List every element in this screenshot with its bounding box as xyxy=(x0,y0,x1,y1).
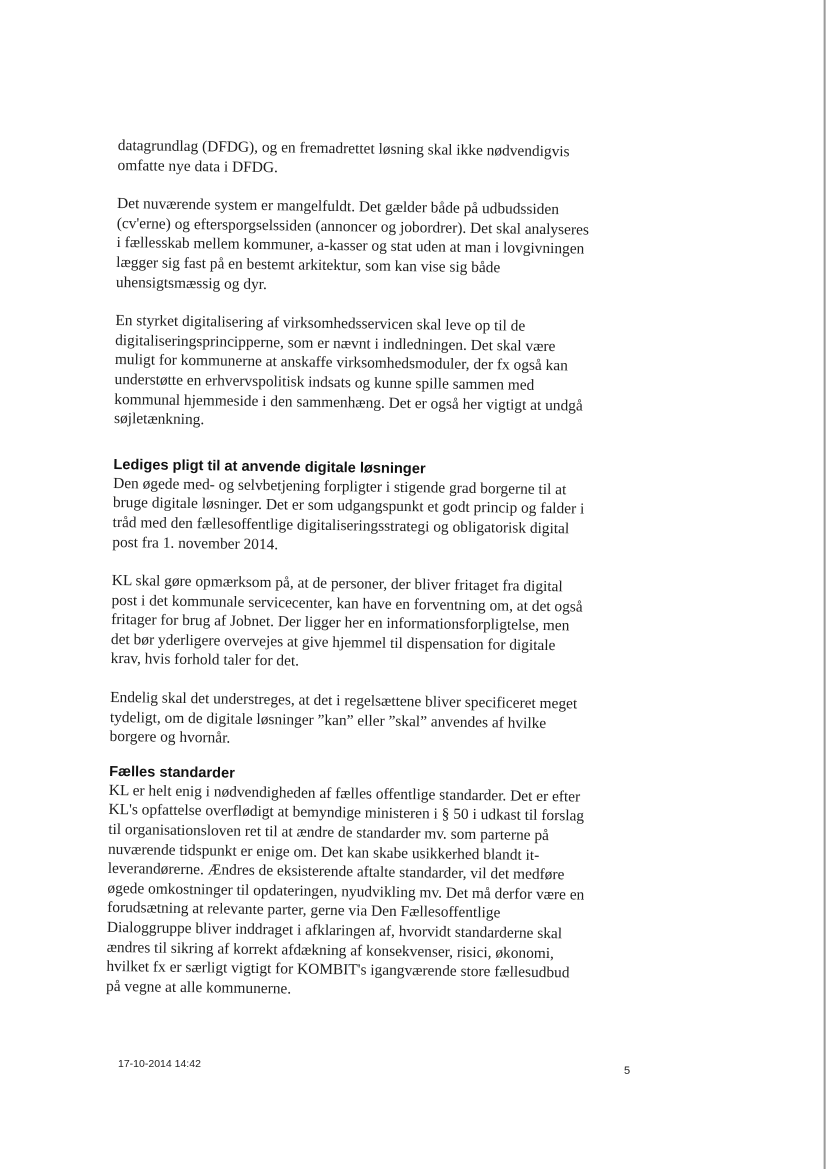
paragraph-digitalisation: En styrket digitalisering af virksomhedsservicen skal leve op til de digitaliseringsprincipperne, som er nævnt i indledningen. Det skal være muligt for kommunerne at anskaffe virksomhedsmoduler, der fx også kan understøtte en erhvervspolitisk indsats og kunne spille sammen med kommunal hjemmeside i den sammenhæng. Det er også her vigtigt at undgå søjletænkning. xyxy=(113,312,583,429)
footer-timestamp: 17-10-2014 14:42 xyxy=(118,1058,201,1070)
paragraph-current-system: Det nuværende system er mangelfuldt. Det gælder både på udbudssiden (cv'erne) og eftersporgselssiden (annoncer og jobordrer). Det skal analyseres i fællesskab mellem kommuner, a-kasser og stat uden at man i lovgivningen lægger sig fast på en bestemt arkitektur, som kan vise sig både uhensigtsmæssig og dyr. xyxy=(115,195,590,293)
section-heading-digital-duty: Lediges pligt til at anvende digitale løsninger xyxy=(113,456,426,478)
section-heading-standards: Fælles standarder xyxy=(109,763,235,782)
paragraph-self-service: Den øgede med- og selvbetjening forpligter i stigende grad borgerne til at bruge digitale løsninger. Det er som udgangspunkt et godt princip og falder i tråd med den fællesoffentlige digitaliseringsstrategi og obligatorisk digital post fra 1. november 2014. xyxy=(112,474,585,553)
paragraph-dfdg: datagrundlag (DFDG), og en fremadrettet løsning skal ikke nødvendigvis omfatte nye data i DFDG. xyxy=(117,136,570,176)
paragraph-rules: Endelig skal det understreges, at det i regelsættene bliver specificeret meget tydeligt, om de digitale løsninger ”kan” eller ”skal” anvendes af hvilke borgere og hvornår. xyxy=(109,689,578,747)
paragraph-exemption: KL skal gøre opmærksom på, at de personer, der bliver fritaget fra digital post i det kommunale servicecenter, kan have en forventning om, at det også fritager for brug af Jobnet. Der ligger her en informationsforpligtelse, men det bør yderligere overvejes at give hjemmel til dispensation for digitale krav, hvis forhold taler for det. xyxy=(110,572,583,671)
page-body xyxy=(106,136,596,1003)
scan-edge-shadow xyxy=(823,0,826,1169)
page-number: 5 xyxy=(624,1065,631,1077)
paragraph-standards: KL er helt enig i nødvendigheden af fælles offentlige standarder. Det er efter KL's opfattelse overflødigt at bemyndige ministeren i § 50 i udkast til forslag til organisationsloven ret til at ændre de standarder mv. som parterne på nuværende tidspunkt er enige om. Det kan skabe usikkerhed blandt it-leverandørerne. Ændres de eksisterende aftalte standarder, vil det medføre øgede omkostninger til opdateringen, nyudvikling mv. Det må derfor være en forudsætning at relevante parter, gerne via Den Fællesoffentlige Dialoggruppe bliver inddraget i afklaringen af, hvorvidt standarderne skal ændres til sikring af korrekt afdækning af konsekvenser, risici, økonomi, hvilket fx er særligt vigtigt for KOMBIT's igangværende store fællesudbud på vegne at alle kommunerne. xyxy=(106,781,585,998)
